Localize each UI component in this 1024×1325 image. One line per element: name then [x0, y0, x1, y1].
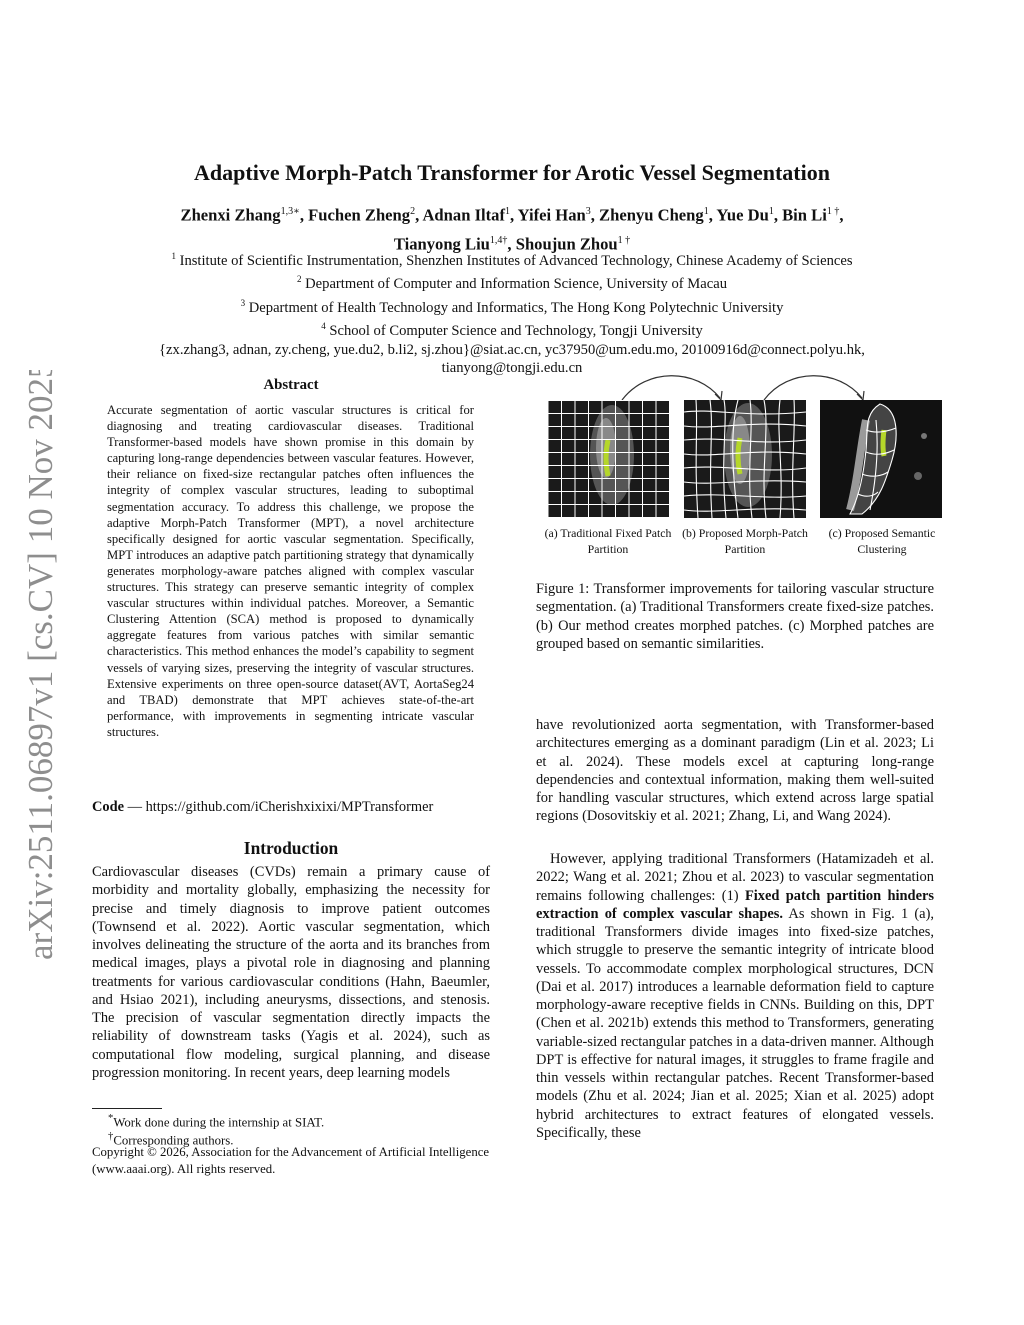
author: Tianyong Liu — [393, 234, 490, 254]
affiliation: $^4$ School of Computer Science and Technology, Tongji University — [321, 321, 703, 340]
footnote-2: †Corresponding authors. — [108, 1131, 234, 1148]
arxiv-id: arXiv:2511.06897v1 [cs.CV] 10 Nov 2025 — [22, 370, 58, 960]
author: Bin Li — [782, 205, 827, 225]
subcaption-a: (a) Traditional Fixed Patch Partition — [544, 526, 672, 556]
paper-title: Adaptive Morph-Patch Transformer for Arotic Vessel Segmentation — [194, 160, 830, 185]
affiliation: $^3$ Department of Health Technology and Informatics, The Hong Kong Polytechnic University — [240, 297, 784, 316]
author: Adnan Iltaf — [422, 205, 505, 225]
panel-fixed-patch — [548, 400, 670, 518]
footnote-1: *Work done during the internship at SIAT. — [108, 1113, 325, 1130]
abstract-text: Accurate segmentation of aortic vascular structures is critical for diagnosing and treating cardiovascular diseases. Traditional Transformer-based models have shown promise in this domain by capturing long-range dependencies between vascular features. However, their reliance on fixed-size rectangular patches often influences the integrity of complex vascular structures, leading to suboptimal segmentation accuracy. To address this challenge, we propose the adaptive Morph-Patch Transformer (MPT), a novel architecture specifically designed for aortic vascular segmentation. Specifically, MPT introduces an adaptive patch partitioning strategy that dynamically generates morphology-aware patches aligned with complex vascular structures. This strategy can preserve semantic integrity of complex vascular structures within individual patches. Moreover, a Semantic Clustering Attention (SCA) method is proposed to dynamically aggregate features from various patches with similar semantic characteristics. This method enhances the model’s capability to segment vessels of varying sizes, preserving the integrity of vascular structures. Extensive experiments on three open-source dataset(AVT, AortaSeg24 and TBAD) demonstrate that MPT achieves state-of-the-art performance, with improvements in segmenting intricate vascular structures. — [107, 403, 474, 739]
affiliations — [80, 247, 944, 378]
author: Yifei Han — [517, 205, 586, 225]
author: Yue Du — [716, 205, 769, 225]
code-label: Code — [92, 799, 124, 815]
email-line: tianyong@tongji.edu.cn — [441, 360, 583, 377]
footnote-rule — [92, 1108, 162, 1109]
figure-1 — [536, 370, 946, 570]
subcaption-b: (b) Proposed Morph-Patch Partition — [682, 526, 808, 556]
author: Fuchen Zheng — [308, 205, 411, 225]
panel-semantic-clustering — [820, 400, 942, 518]
author: Shoujun Zhou — [515, 234, 618, 254]
author-line-1: Zhenxi Zhang$^{1,3∗}$, Fuchen Zheng$^2$, Adnan Iltaf$^1$, Yifei Han$^3$, Zhenyu Cheng$^1$, Yue Du$^1$, Bin $Li^{1 \dagger}$, — [180, 205, 844, 225]
author: Zhenyu Cheng — [599, 205, 704, 225]
email-line: {zx.zhang3, adnan, zy.cheng, yue.du2, b.li2, sj.zhou}@siat.ac.cn, yc37950@um.edu.mo, 20100916d@connect.polyu.hk, — [159, 341, 865, 358]
affiliation: $^1$ Institute of Scientific Instrumentation, Shenzhen Institutes of Advanced Technology, Chinese Academy of Sciences — [171, 251, 853, 269]
code-line: Code — https://github.com/iCherishxixixi/MPTransformer — [92, 799, 434, 815]
introduction-paragraph: Cardiovascular diseases (CVDs) remain a primary cause of morbidity and mortality globally, emphasizing the necessity for precise and timely diagnosis to improve patient outcomes (Townsend et al. 2022). Aortic vascular segmentation, which involves delineating the structure of the aorta and its branches from medical images, plays a pivotal role in diagnosing and planning treatments for various cardiovascular conditions (Hahn, Baeumler, and Hsiao 2021), including aneurysms, dissections, and stenosis. The precision of vascular segmentation directly impacts the reliability of downstream tasks (Yagis et al. 2024), such as computational flow modeling, surgical planning, and disease progression monitoring. In recent years, deep learning models — [92, 864, 490, 1081]
figure-caption: Figure 1: Transformer improvements for tailoring vascular structure segmentation. (a) Traditional Transformers create fixed-size patches. (b) Our method creates morphed patches. (c) Morphed patches are grouped based on semantic similarities. — [536, 581, 934, 652]
arxiv-stamp — [22, 370, 58, 970]
subcaption-c: (c) Proposed Semantic Clustering — [828, 526, 936, 556]
affiliation: $^2$ Department of Computer and Information Science, University of Macau — [296, 274, 728, 293]
copyright-notice: Copyright © 2026, Association for the Advancement of Artificial Intelligence (www.aaai.org). All rights reserved. — [92, 1145, 490, 1176]
right-paragraph-2: However, applying traditional Transformers (Hatamizadeh et al. 2022; Wang et al. 2021; Zhou et al. 2023) to vascular segmentation remains following challenges: (1) Fixed patch partition hinders extraction of complex vascular shapes. As shown in Fig. 1 (a), traditional Transformers divide images into fixed-size patches, which struggle to preserve the semantic integrity of intricate blood vessels. To accommodate complex morphological structures, DCN (Dai et al. 2017) introduces a learnable deformation field to capture morphology-aware receptive fields in CNNs. Building on this, DPT (Chen et al. 2021b) extends this method to Transformers, generating variable-sized rectangular patches in a data-driven manner. Although DPT is effective for natural images, it struggles to frame fragile and thin vessels within rectangular patches. Recent Transformer-based models (Zhu et al. 2024; Jian et al. 2025; Xian et al. 2025) adopt hybrid architectures to extract features of elongated vessels. Specifically, these — [536, 851, 935, 1141]
challenge-1-bold: Fixed patch partition hinders extraction of complex vascular shapes. — [536, 887, 935, 922]
abstract-heading: Abstract — [263, 377, 319, 393]
right-paragraph-1: have revolutionized aorta segmentation, with Transformer-based architectures emerging as a dominant paradigm (Lin et al. 2023; Li et al. 2024). These models excel at capturing long-range dependencies and contextual information, making them well-suited for handling vascular structures, which extend across large spatial regions (Dosovitskiy et al. 2021; Zhang, Li, and Wang 2024). — [536, 717, 934, 825]
author-line-2: Tianyong Liu$^{1,4\dagger}$, Shoujun Zhou$^{1 \dagger}$ — [393, 234, 631, 254]
code-link[interactable]: https://github.com/iCherishxixixi/MPTransformer — [145, 799, 434, 815]
panel-morph-patch — [684, 400, 806, 518]
author: Zhenxi Zhang — [180, 205, 281, 225]
introduction-heading: Introduction — [243, 838, 339, 858]
